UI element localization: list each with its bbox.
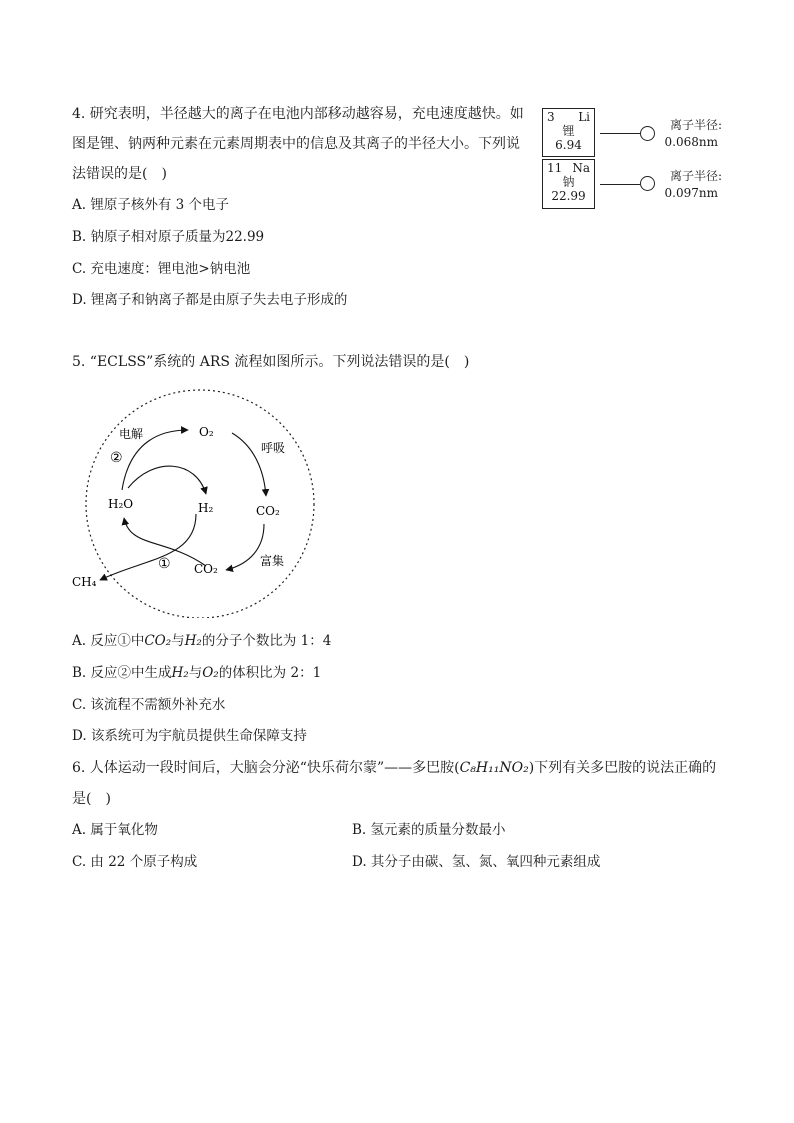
q6-stem-line1 bbox=[72, 758, 716, 778]
sodium-cell bbox=[542, 159, 595, 209]
q4-stem-line2: 图是锂、钠两种元素在元素周期表中的信息及其离子的半径大小。下列说 bbox=[72, 136, 520, 152]
q4-option-c: C. 充电速度：锂电池>钠电池 bbox=[72, 261, 251, 277]
sodium-mass: 22.99 bbox=[551, 189, 586, 203]
sodium-radius-value: 0.097nm bbox=[664, 186, 718, 200]
q4-option-a: A. 锂原子核外有 3 个电子 bbox=[72, 197, 230, 213]
co2-right-label: CO₂ bbox=[256, 504, 280, 518]
electrolysis-label: 电解 bbox=[119, 427, 144, 441]
h2-label: H₂ bbox=[198, 501, 214, 515]
q5-option-b bbox=[72, 664, 321, 682]
lithium-cell bbox=[542, 108, 595, 157]
sodium-connector-line bbox=[600, 184, 640, 185]
q6-option-c: C. 由 22 个原子构成 bbox=[72, 854, 198, 870]
enrichment-arrow bbox=[226, 524, 264, 570]
dopamine-formula: C₈H₁₁NO₂ bbox=[459, 760, 529, 776]
q6-stem-line2: 是( ) bbox=[72, 791, 111, 807]
ars-flow-diagram bbox=[66, 388, 326, 618]
reaction1-arrow-to-ch4 bbox=[100, 514, 196, 580]
co2-bottom-label: CO₂ bbox=[194, 562, 218, 576]
q4-stem-line1: 4. 研究表明，半径越大的离子在电池内部移动越容易，充电速度越快。如 bbox=[72, 106, 524, 122]
sodium-name: 钠 bbox=[562, 175, 575, 189]
lithium-radius-value: 0.068nm bbox=[664, 135, 718, 149]
q4-option-d: D. 锂离子和钠离子都是由原子失去电子形成的 bbox=[72, 292, 348, 308]
q5-option-a-prefix: A. 反应①中 bbox=[72, 633, 145, 649]
lithium-number: 3 bbox=[547, 110, 555, 124]
q6-stem-suffix: )下列有关多巴胺的说法正确的 bbox=[528, 760, 717, 776]
q6-option-a: A. 属于氧化物 bbox=[72, 822, 158, 838]
q5-option-d: D. 该系统可为宇航员提供生命保障支持 bbox=[72, 728, 307, 744]
lithium-connector-line bbox=[600, 133, 640, 134]
circle-number-2: ② bbox=[110, 450, 123, 466]
sodium-symbol: Na bbox=[572, 161, 590, 175]
enrichment-label: 富集 bbox=[260, 554, 285, 568]
lithium-symbol: Li bbox=[578, 110, 590, 124]
co2-formula: CO₂ bbox=[144, 633, 172, 649]
q5-option-c: C. 该流程不需额外补充水 bbox=[72, 697, 226, 713]
electrolysis-arrow-to-h2 bbox=[128, 466, 206, 494]
o2-label: O₂ bbox=[199, 425, 214, 439]
q4-option-b: B. 钠原子相对原子质量为22.99 bbox=[72, 229, 265, 245]
o2-formula-b: O₂ bbox=[202, 665, 219, 681]
q6-option-b: B. 氢元素的质量分数最小 bbox=[352, 822, 506, 838]
q5-option-a-and: 与 bbox=[171, 633, 185, 649]
q5-option-b-suffix: 的体积比为 2：1 bbox=[218, 665, 322, 681]
q5-option-b-and: 与 bbox=[188, 665, 203, 681]
h2-formula: H₂ bbox=[184, 633, 202, 649]
q6-option-d: D. 其分子由碳、氢、氮、氧四种元素组成 bbox=[352, 854, 601, 870]
q4-stem-line3: 法错误的是( ) bbox=[72, 166, 167, 182]
q5-option-a-suffix: 的分子个数比为 1：4 bbox=[201, 633, 332, 649]
lithium-mass: 6.94 bbox=[555, 138, 582, 152]
h2-formula-b: H₂ bbox=[171, 665, 189, 681]
breathing-label: 呼吸 bbox=[261, 441, 286, 455]
q5-option-b-prefix: B. 反应②中生成 bbox=[72, 665, 172, 681]
q5-option-a bbox=[72, 632, 331, 650]
sodium-radius-label: 离子半径: bbox=[669, 169, 722, 183]
lithium-radius-label: 离子半径: bbox=[669, 118, 722, 132]
ch4-label: CH₄ bbox=[72, 575, 97, 589]
sodium-number: 11 bbox=[547, 161, 563, 175]
circle-number-1: ① bbox=[158, 556, 171, 572]
q5-stem: 5. “ECLSS”系统的 ARS 流程如图所示。下列说法错误的是( ) bbox=[72, 354, 470, 370]
lithium-name: 锂 bbox=[562, 124, 575, 138]
h2o-label: H₂O bbox=[108, 497, 134, 511]
q6-stem-prefix: 6. 人体运动一段时间后，大脑会分泌“快乐荷尔蒙”——多巴胺( bbox=[72, 760, 460, 776]
